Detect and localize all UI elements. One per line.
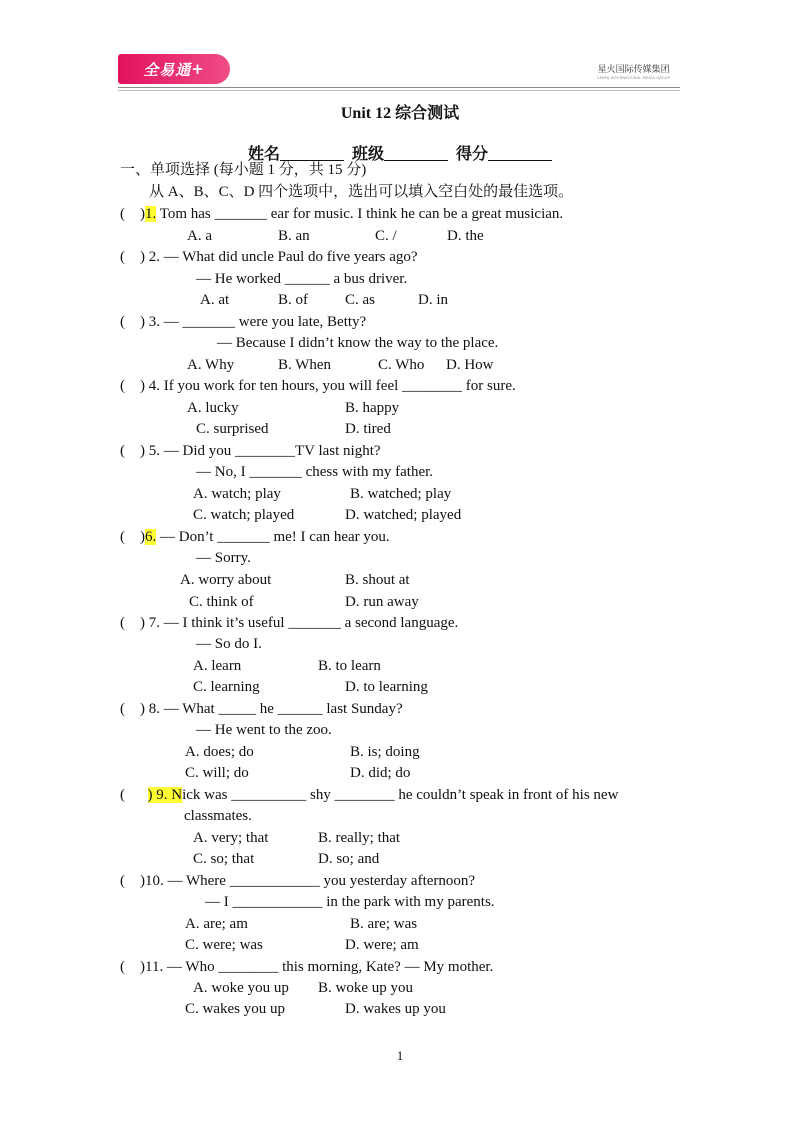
option: A. watch; play	[193, 486, 281, 502]
question-row	[120, 614, 458, 632]
question-row	[120, 248, 418, 266]
option: B. really; that	[318, 830, 401, 846]
question-stem: ick was __________ shy ________ he couldn’t speak in front of his new	[182, 787, 619, 803]
question-number: 6.	[145, 529, 157, 545]
option: C. as	[345, 292, 375, 308]
answer-paren[interactable]: ( )	[120, 873, 145, 889]
option: A. worry about	[180, 572, 272, 588]
question-number: ) 9. N	[147, 787, 183, 803]
option: B. of	[278, 292, 308, 308]
option: A. are; am	[185, 916, 248, 932]
question-stem: If you work for ten hours, you will feel ________ for sure.	[160, 378, 516, 394]
option: C. Who	[378, 357, 425, 373]
option: B. an	[278, 228, 310, 244]
option: D. run away	[345, 594, 419, 610]
question-row	[120, 700, 403, 718]
question-continuation: classmates.	[184, 808, 252, 824]
answer-paren[interactable]: ( )	[120, 959, 145, 975]
option: C. /	[375, 228, 397, 244]
answer-paren[interactable]: (	[120, 787, 148, 803]
question-number: 5.	[148, 443, 160, 459]
class-blank[interactable]	[384, 146, 448, 161]
answer-paren[interactable]: ( )	[120, 701, 145, 717]
option: B. woke up you	[318, 980, 413, 996]
question-row	[120, 442, 381, 460]
question-row	[120, 205, 563, 223]
option: B. are; was	[350, 916, 418, 932]
question-number: 4.	[148, 378, 160, 394]
question-reply: — Because I didn’t know the way to the place.	[217, 335, 499, 351]
option: A. Why	[187, 357, 235, 373]
question-stem: — Who ________ this morning, Kate? — My mother.	[163, 959, 494, 975]
question-row	[120, 872, 475, 890]
option: B. to learn	[318, 658, 381, 674]
option: D. did; do	[350, 765, 411, 781]
name-blank[interactable]	[280, 146, 344, 161]
option: C. think of	[189, 594, 254, 610]
option: A. woke you up	[193, 980, 289, 996]
section-heading: 一、单项选择 (每小题 1 分，共 15 分)	[120, 162, 367, 178]
option: B. shout at	[345, 572, 410, 588]
company-name	[597, 62, 670, 80]
name-label: 姓名	[248, 146, 281, 163]
answer-paren[interactable]: ( )	[120, 314, 145, 330]
answer-paren[interactable]: ( )	[120, 529, 145, 545]
option: C. watch; played	[193, 507, 295, 523]
option: A. does; do	[185, 744, 254, 760]
option: C. wakes you up	[185, 1001, 285, 1017]
question-reply: — No, I _______ chess with my father.	[196, 464, 434, 480]
question-number: 10.	[145, 873, 164, 889]
header-rule-secondary	[118, 90, 680, 91]
question-number: 7.	[148, 615, 160, 631]
page-title: Unit 12 综合测试	[340, 105, 460, 122]
option: B. is; doing	[350, 744, 420, 760]
logo-text: 全易通	[143, 60, 192, 79]
question-number: 3.	[148, 314, 160, 330]
option: A. a	[187, 228, 212, 244]
question-reply: — So do I.	[196, 636, 262, 652]
score-label: 得分	[456, 146, 489, 163]
option: D. so; and	[318, 851, 380, 867]
question-reply: — He worked ______ a bus driver.	[196, 271, 408, 287]
question-row	[120, 528, 390, 546]
question-row	[120, 313, 366, 331]
option: C. so; that	[193, 851, 255, 867]
option: B. When	[278, 357, 332, 373]
answer-paren[interactable]: ( )	[120, 615, 145, 631]
question-number: 2.	[148, 249, 160, 265]
company-title: 星火国际传媒集团	[597, 65, 670, 75]
question-stem: — What did uncle Paul do five years ago?	[160, 249, 418, 265]
header-rule	[118, 87, 680, 88]
logo-plus: +	[191, 60, 205, 78]
question-stem: Tom has _______ ear for music. I think he can be a great musician.	[156, 206, 564, 222]
option: A. learn	[193, 658, 242, 674]
page-header	[118, 54, 680, 88]
question-number: 8.	[148, 701, 160, 717]
question-reply: — I ____________ in the park with my parents.	[205, 894, 495, 910]
page-number: 1	[396, 1048, 404, 1063]
question-stem: — I think it’s useful _______ a second language.	[160, 615, 459, 631]
option: D. How	[446, 357, 494, 373]
question-stem: — What _____ he ______ last Sunday?	[160, 701, 403, 717]
question-row	[120, 958, 493, 976]
answer-paren[interactable]: ( )	[120, 443, 145, 459]
class-label: 班级	[352, 146, 385, 163]
answer-paren[interactable]: ( )	[120, 206, 145, 222]
option: D. tired	[345, 421, 391, 437]
option: C. were; was	[185, 937, 263, 953]
question-row	[120, 786, 618, 804]
option: D. watched; played	[345, 507, 462, 523]
company-subtitle: SPARK INTERNATIONAL MEDIA GROUP	[597, 76, 670, 80]
question-number: 11.	[145, 959, 164, 975]
answer-paren[interactable]: ( )	[120, 378, 145, 394]
question-stem: — Don’t _______ me! I can hear you.	[156, 529, 390, 545]
section-instruction: 从 A、B、C、D 四个选项中，选出可以填入空白处的最佳选项。	[149, 184, 574, 200]
option: A. at	[200, 292, 230, 308]
answer-paren[interactable]: ( )	[120, 249, 145, 265]
brand-logo	[118, 54, 230, 84]
option: C. surprised	[196, 421, 269, 437]
option: B. happy	[345, 400, 400, 416]
question-stem: — Did you ________TV last night?	[160, 443, 381, 459]
question-reply: — Sorry.	[196, 550, 251, 566]
question-stem: — Where ____________ you yesterday afternoon?	[163, 873, 476, 889]
option: D. wakes up you	[345, 1001, 446, 1017]
option: D. were; am	[345, 937, 419, 953]
option: D. the	[447, 228, 484, 244]
option: D. in	[418, 292, 448, 308]
question-number: 1.	[145, 206, 157, 222]
option: B. watched; play	[350, 486, 452, 502]
question-reply: — He went to the zoo.	[196, 722, 332, 738]
option: C. learning	[193, 679, 260, 695]
option: D. to learning	[345, 679, 428, 695]
option: A. lucky	[187, 400, 239, 416]
question-row	[120, 377, 516, 395]
option: A. very; that	[193, 830, 269, 846]
option: C. will; do	[185, 765, 249, 781]
score-blank[interactable]	[488, 146, 552, 161]
question-stem: — _______ were you late, Betty?	[160, 314, 367, 330]
